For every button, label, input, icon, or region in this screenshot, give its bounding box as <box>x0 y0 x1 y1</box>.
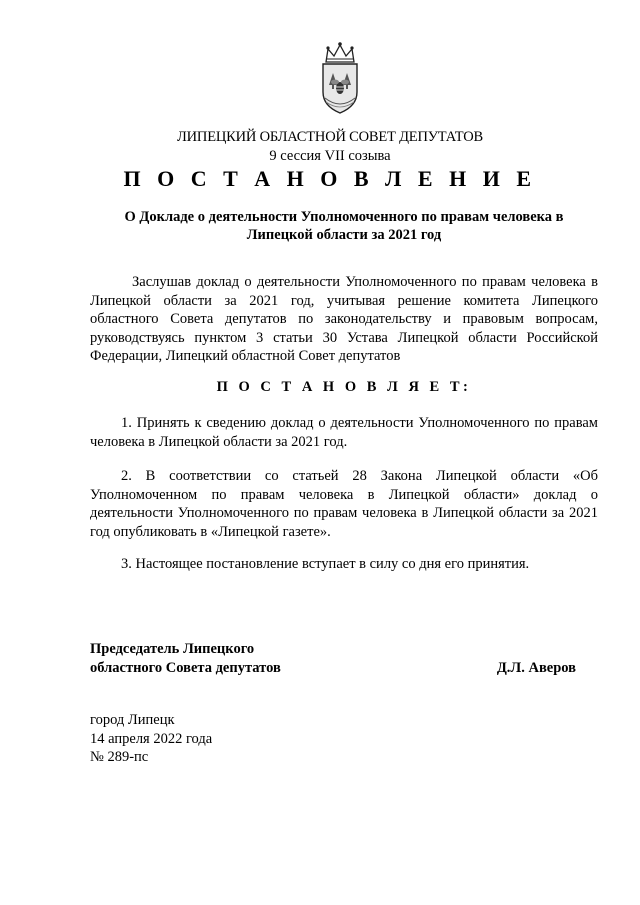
footer-document-number: № 289-пс <box>90 749 149 765</box>
resolves-heading: П О С Т А Н О В Л Я Е Т: <box>216 379 472 395</box>
resolution-item-1: 1. Принять к сведению доклад о деятельности Уполномоченного по правам человека в Липецкой области за 2021 год. <box>90 415 598 450</box>
council-name: ЛИПЕЦКИЙ ОБЛАСТНОЙ СОВЕТ ДЕПУТАТОВ <box>177 129 483 145</box>
footer-city: город Липецк <box>90 712 175 728</box>
document-subject <box>90 209 598 244</box>
signer-name: Д.Л. Аверов <box>496 660 576 676</box>
lipetsk-coat-of-arms-icon <box>316 40 364 116</box>
signer-title-line-2: областного Совета депутатов <box>90 660 281 676</box>
session-info: 9 сессия VII созыва <box>269 148 391 164</box>
subject-line-1: О Докладе о деятельности Уполномоченного по правам человека в <box>124 209 564 225</box>
intro-paragraph: Заслушав доклад о деятельности Уполномоченного по правам человека в Липецкой области за 2021 год, учитывая решение комитета Липецкого областного Совета депутатов по законодательству и правовым вопросам, руководствуясь пунктом 3 статьи 30 Устава Липецкой области Российской Федерации, Липецкий областной Совет депутатов <box>90 274 598 365</box>
footer-date: 14 апреля 2022 года <box>90 731 213 747</box>
signer-title-line-1: Председатель Липецкого <box>90 641 255 657</box>
subject-line-2: Липецкой области за 2021 год <box>246 226 442 243</box>
resolution-item-2: 2. В соответствии со статьей 28 Закона Липецкой области «Об Уполномоченном по правам человека в Липецкой области» доклад о деятельности Уполномоченного по правам человека в Липецкой области за 2021 год опубликовать в «Липецкой газете». <box>90 468 598 540</box>
resolution-item-3: 3. Настоящее постановление вступает в силу со дня его принятия. <box>121 556 530 572</box>
document-type-title: П О С Т А Н О В Л Е Н И Е <box>123 166 537 191</box>
